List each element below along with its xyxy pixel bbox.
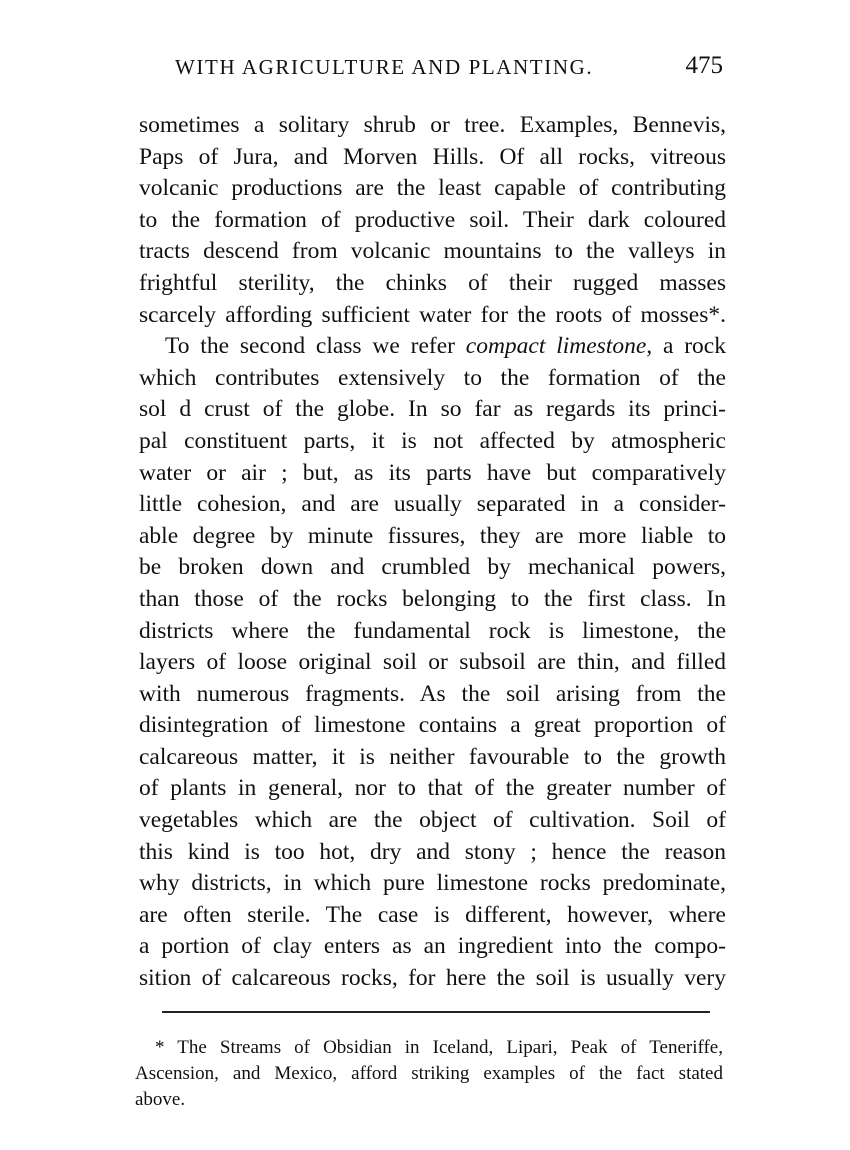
text-line: layers of loose original soil or subsoil are thin, and filled xyxy=(139,649,726,676)
running-head xyxy=(175,52,723,84)
text-line: which contributes extensively to the formation of the xyxy=(139,364,726,391)
running-title: WITH AGRICULTURE AND PLANTING. xyxy=(175,55,594,79)
text-line: this kind is too hot, dry and stony ; hence the reason xyxy=(139,838,726,865)
text-line: sol d crust of the globe. In so far as regards its princi- xyxy=(139,396,726,423)
text-line: districts where the fundamental rock is limestone, the xyxy=(139,617,726,644)
text-line: disintegration of limestone contains a great proportion of xyxy=(139,712,726,739)
text-line: a portion of clay enters as an ingredient into the compo- xyxy=(139,933,726,960)
text-line: able degree by minute fissures, they are more liable to xyxy=(139,522,726,549)
footnote-rule xyxy=(162,1011,710,1013)
italic-term: compact limestone, xyxy=(465,333,653,360)
text-line: than those of the rocks belonging to the first class. In xyxy=(139,585,726,612)
text-run: To the second class we refer xyxy=(165,333,466,360)
footnote-line: * The Streams of Obsidian in Iceland, Lipari, Peak of Teneriffe, xyxy=(155,1037,723,1058)
text-line: why districts, in which pure limestone rocks predominate, xyxy=(139,870,726,897)
text-line: tracts descend from volcanic mountains to the valleys in xyxy=(139,238,726,265)
text-line: sition of calcareous rocks, for here the soil is usually very xyxy=(139,965,726,992)
text-line: of plants in general, nor to that of the greater number of xyxy=(139,775,726,802)
text-line: calcareous matter, it is neither favourable to the growth xyxy=(139,743,726,770)
text-line: Paps of Jura, and Morven Hills. Of all rocks, vitreous xyxy=(139,143,726,170)
text-line: frightful sterility, the chinks of their rugged masses xyxy=(139,269,726,296)
text-line: volcanic productions are the least capable of contributing xyxy=(139,175,726,202)
text-line: with numerous fragments. As the soil arising from the xyxy=(139,680,726,707)
footnote-line: above. xyxy=(135,1089,186,1110)
page-number: 475 xyxy=(685,52,723,79)
text-line: to the formation of productive soil. Their dark coloured xyxy=(139,206,726,233)
text-line: be broken down and crumbled by mechanical powers, xyxy=(139,554,726,581)
footnote-line: Ascension, and Mexico, afford striking examples of the fact stated xyxy=(135,1063,723,1084)
text-line: are often sterile. The case is different, however, where xyxy=(139,901,726,928)
text-line: vegetables which are the object of cultivation. Soil of xyxy=(139,807,726,834)
footnote xyxy=(135,1035,723,1113)
text-line: pal constituent parts, it is not affected by atmospheric xyxy=(139,427,726,454)
text-line: water or air ; but, as its parts have but comparatively xyxy=(139,459,726,486)
text-run: a rock xyxy=(652,333,726,360)
text-line: sometimes a solitary shrub or tree. Examples, Bennevis, xyxy=(139,112,726,138)
paragraph-start-line xyxy=(139,331,726,363)
body-text xyxy=(139,110,726,995)
text-line: little cohesion, and are usually separated in a consider- xyxy=(139,491,726,518)
text-line: scarcely affording sufficient water for the roots of mosses*. xyxy=(139,301,726,328)
